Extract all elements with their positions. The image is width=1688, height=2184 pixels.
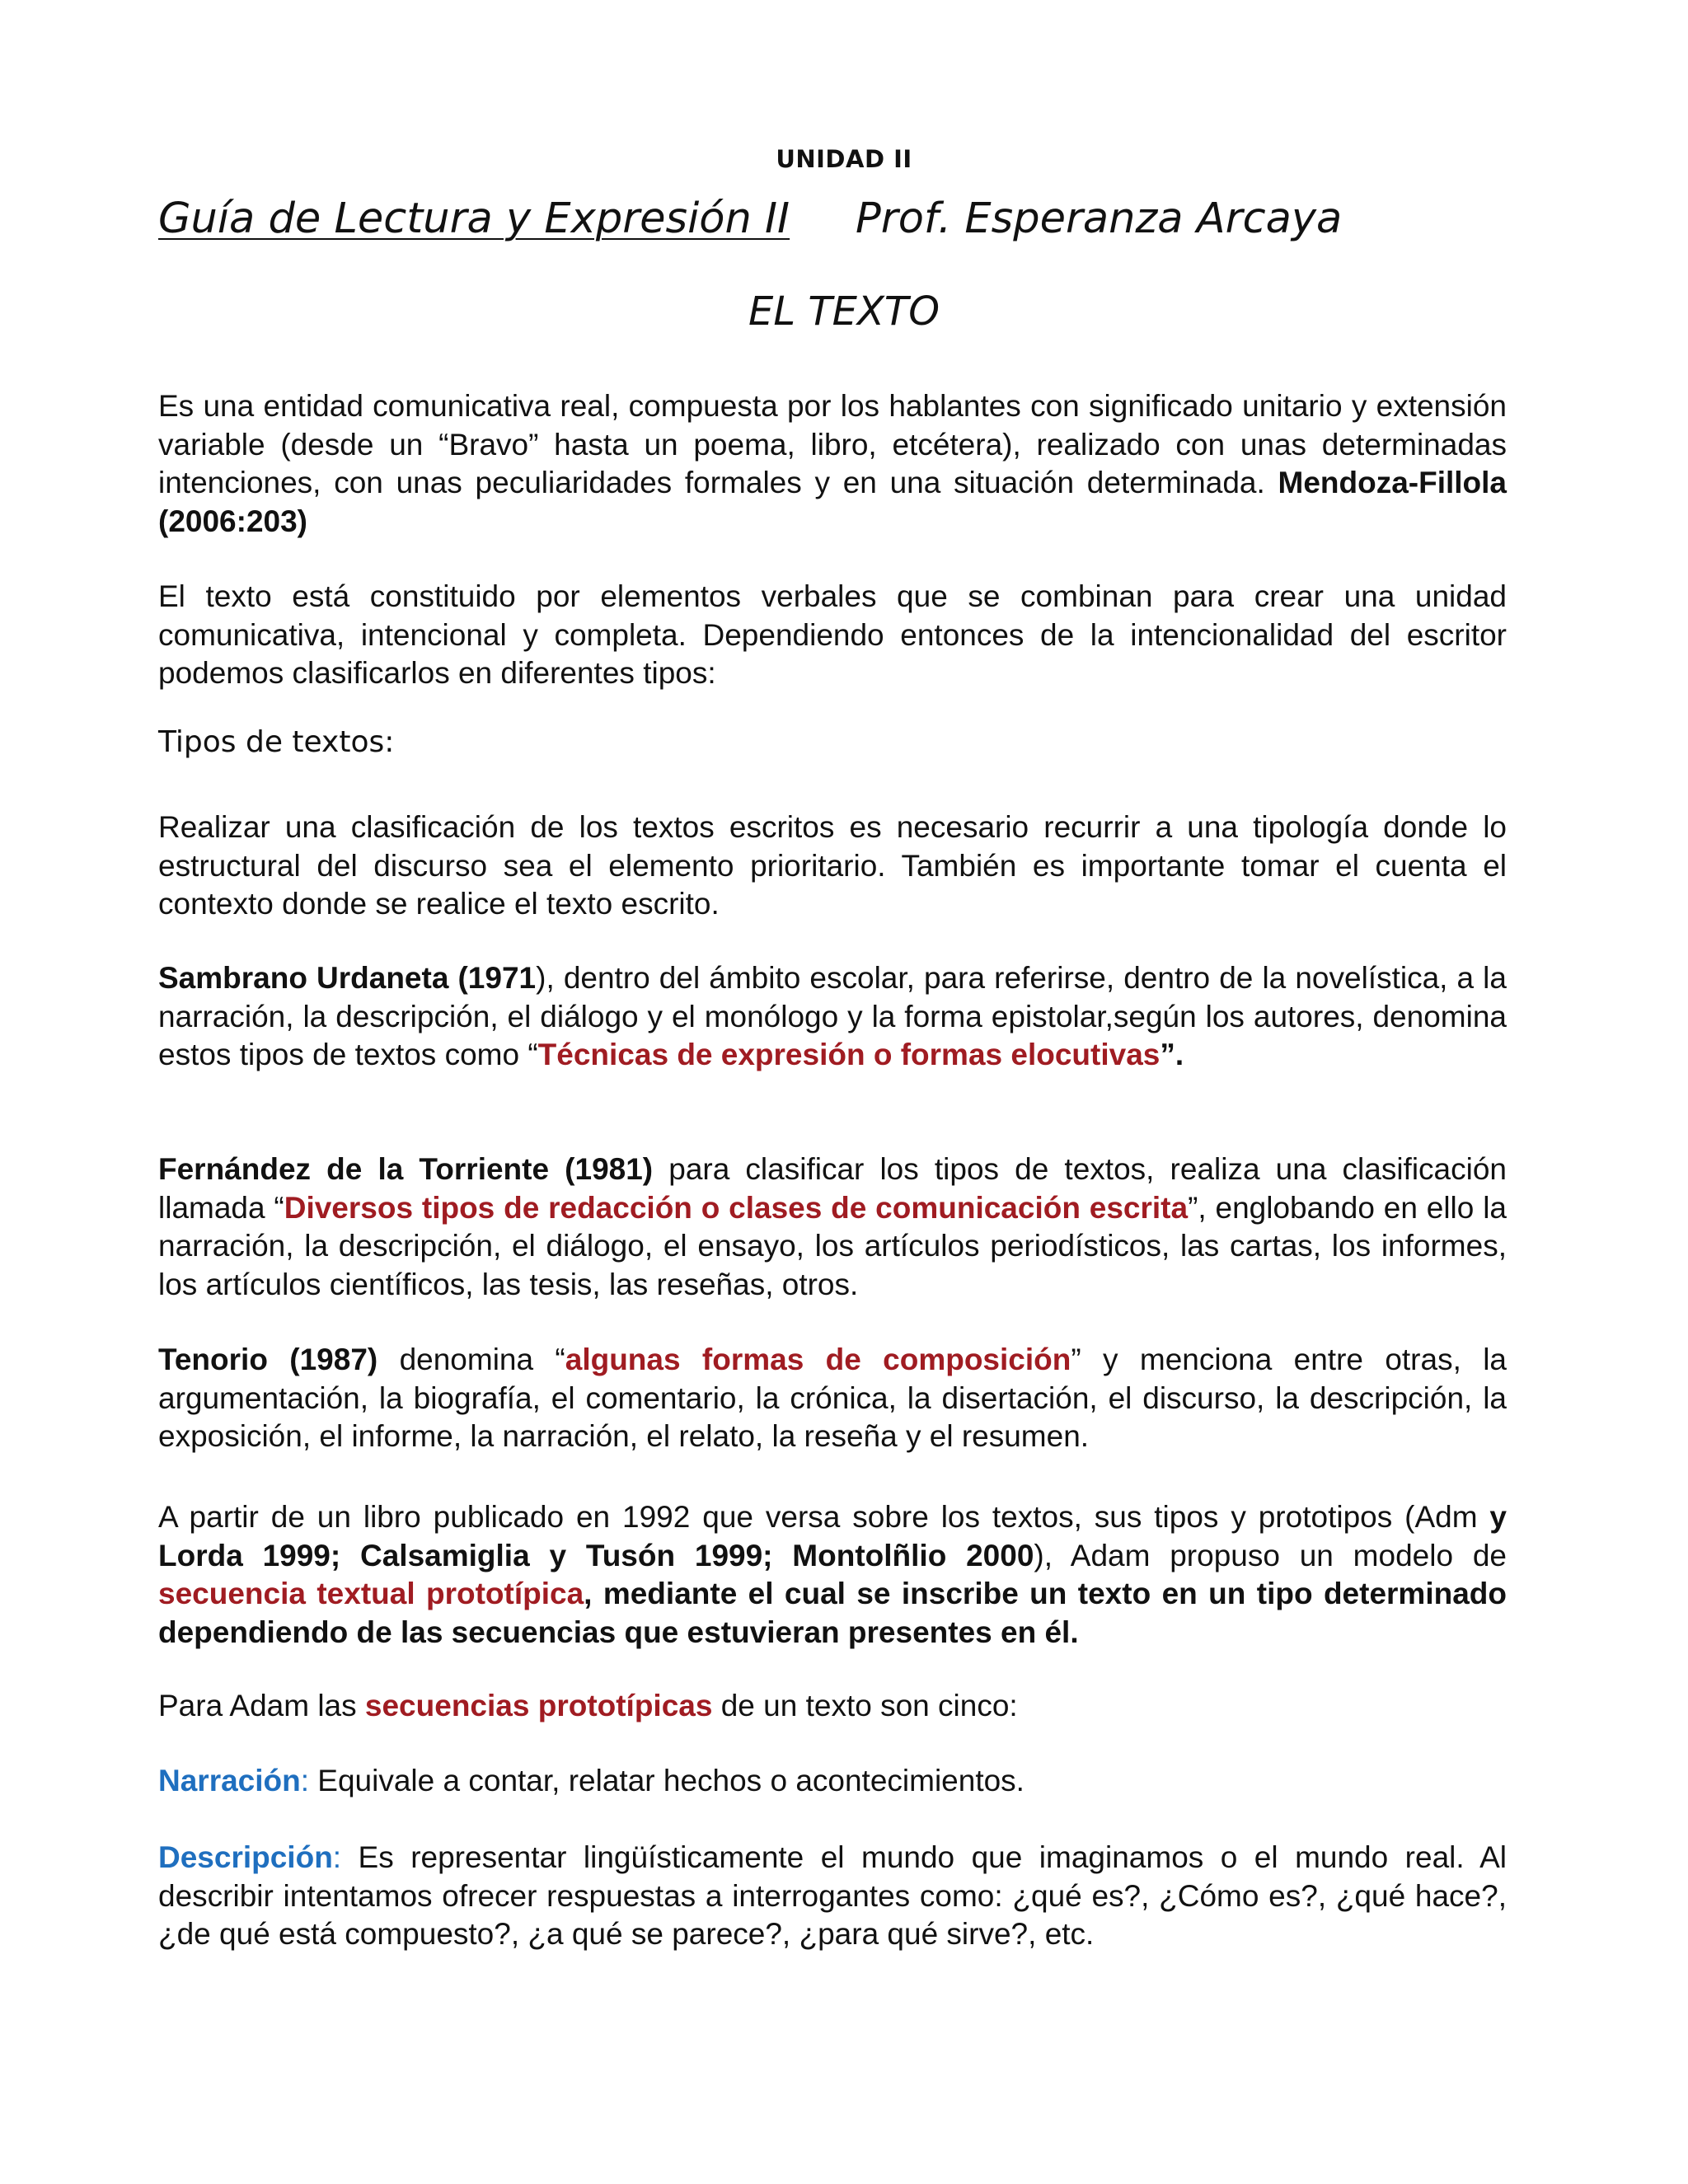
professor-name: Prof. Esperanza Arcaya bbox=[856, 194, 1343, 243]
paragraph-text: denomina “ bbox=[377, 1343, 565, 1376]
paragraph-constitution bbox=[158, 578, 1507, 693]
guide-title: Guía de Lectura y Expresión II bbox=[158, 194, 790, 243]
term-colon: : bbox=[332, 1840, 342, 1874]
paragraph-text: ”. bbox=[1160, 1038, 1184, 1071]
citation: Mendoza-Fillola (2006:203) bbox=[158, 466, 1507, 538]
paragraph-text: ), Adam propuso un modelo de bbox=[1034, 1538, 1507, 1572]
document-title: EL TEXTO bbox=[748, 288, 940, 335]
term-colon: : bbox=[300, 1764, 310, 1797]
highlighted-term: Diversos tipos de redacción o clases de comunicación escrita bbox=[284, 1190, 1189, 1225]
paragraph-text: , mediante el cual se inscribe un texto en un tipo determinado dependiendo de las secuencias que estuvieran presentes en él. bbox=[158, 1577, 1507, 1649]
paragraph-descripcion bbox=[158, 1839, 1507, 1954]
paragraph-text: de un texto son cinco: bbox=[712, 1689, 1018, 1722]
paragraph-text: Es una entidad comunicativa real, compuesta por los hablantes con significado unitario y extensión variable (desde un “Bravo” hasta un poema, libro, etcétera), realizado con unas determinadas intenciones, con unas peculiaridades formales y en una situación determinada. bbox=[158, 389, 1507, 499]
references: y Lorda 1999; Calsamiglia y Tusón 1999; Montolñlio 2000 bbox=[158, 1500, 1507, 1572]
paragraph-text: A partir de un libro publicado en 1992 que versa sobre los textos, sus tipos y prototipos (Adm bbox=[158, 1500, 1490, 1534]
author-name: Sambrano Urdaneta (1971 bbox=[158, 961, 537, 995]
paragraph-text: ”, englobando en ello la narración, la descripción, el diálogo, el ensayo, los artículos periodísticos, las cartas, los informes, los artículos científicos, las tesis, las reseñas, otros. bbox=[158, 1190, 1507, 1301]
paragraph-text: para clasificar los tipos de textos, realiza una clasificación llamada “ bbox=[158, 1152, 1507, 1225]
paragraph-text: ” y menciona entre otras, la argumentación, la biografía, el comentario, la crónica, la disertación, el discurso, la descripción, la exposición, el informe, la narración, el relato, la reseña y el resumen. bbox=[158, 1343, 1507, 1453]
paragraph-narracion bbox=[158, 1762, 1507, 1801]
paragraph-text: Para Adam las bbox=[158, 1689, 365, 1722]
sequence-term: Descripción bbox=[158, 1840, 333, 1874]
paragraph-text: Realizar una clasificación de los textos escritos es necesario recurrir a una tipología donde lo estructural del discurso sea el elemento prioritario. También es importante tomar el cuenta el contexto donde se realice el texto escrito. bbox=[158, 810, 1507, 921]
highlighted-term: algunas formas de composición bbox=[565, 1343, 1071, 1376]
paragraph-text: ), dentro del ámbito escolar, para referirse, dentro de la novelística, a la narración, la descripción, el diálogo y el monólogo y la forma epistolar,según los autores, denomina estos tipos de textos como “ bbox=[158, 961, 1507, 1071]
paragraph-fernandez bbox=[158, 1151, 1507, 1304]
paragraph-adam bbox=[158, 1498, 1507, 1652]
highlighted-term: Técnicas de expresión o formas elocutivas bbox=[537, 1038, 1160, 1071]
paragraph-text: Equivale a contar, relatar hechos o acontecimientos. bbox=[309, 1764, 1025, 1797]
author-name: Fernández de la Torriente (1981) bbox=[158, 1152, 654, 1186]
tipos-label: Tipos de textos: bbox=[158, 725, 395, 759]
paragraph-classification bbox=[158, 808, 1507, 924]
paragraph-sambrano bbox=[158, 959, 1507, 1075]
paragraph-secuencias bbox=[158, 1687, 1507, 1726]
paragraph-text: Es representar lingüísticamente el mundo que imaginamos o el mundo real. Al describir intentamos ofrecer respuestas a interrogantes como: ¿qué es?, ¿Cómo es?, ¿qué hace?, ¿de qué está compuesto?, ¿a qué se parece?, ¿para qué sirve?, etc. bbox=[158, 1840, 1507, 1951]
author-name: Tenorio (1987) bbox=[158, 1343, 378, 1376]
highlighted-term: secuencia textual prototípica bbox=[158, 1577, 584, 1610]
unit-heading: UNIDAD II bbox=[776, 145, 912, 173]
paragraph-definition bbox=[158, 387, 1507, 541]
sequence-term: Narración bbox=[158, 1764, 301, 1797]
paragraph-tenorio bbox=[158, 1341, 1507, 1456]
highlighted-term: secuencias prototípicas bbox=[364, 1689, 713, 1722]
paragraph-text: El texto está constituido por elementos verbales que se combinan para crear una unidad comunicativa, intencional y completa. Dependiendo entonces de la intencionalidad del escritor podemos clasificarlos en diferentes tipos: bbox=[158, 579, 1507, 690]
